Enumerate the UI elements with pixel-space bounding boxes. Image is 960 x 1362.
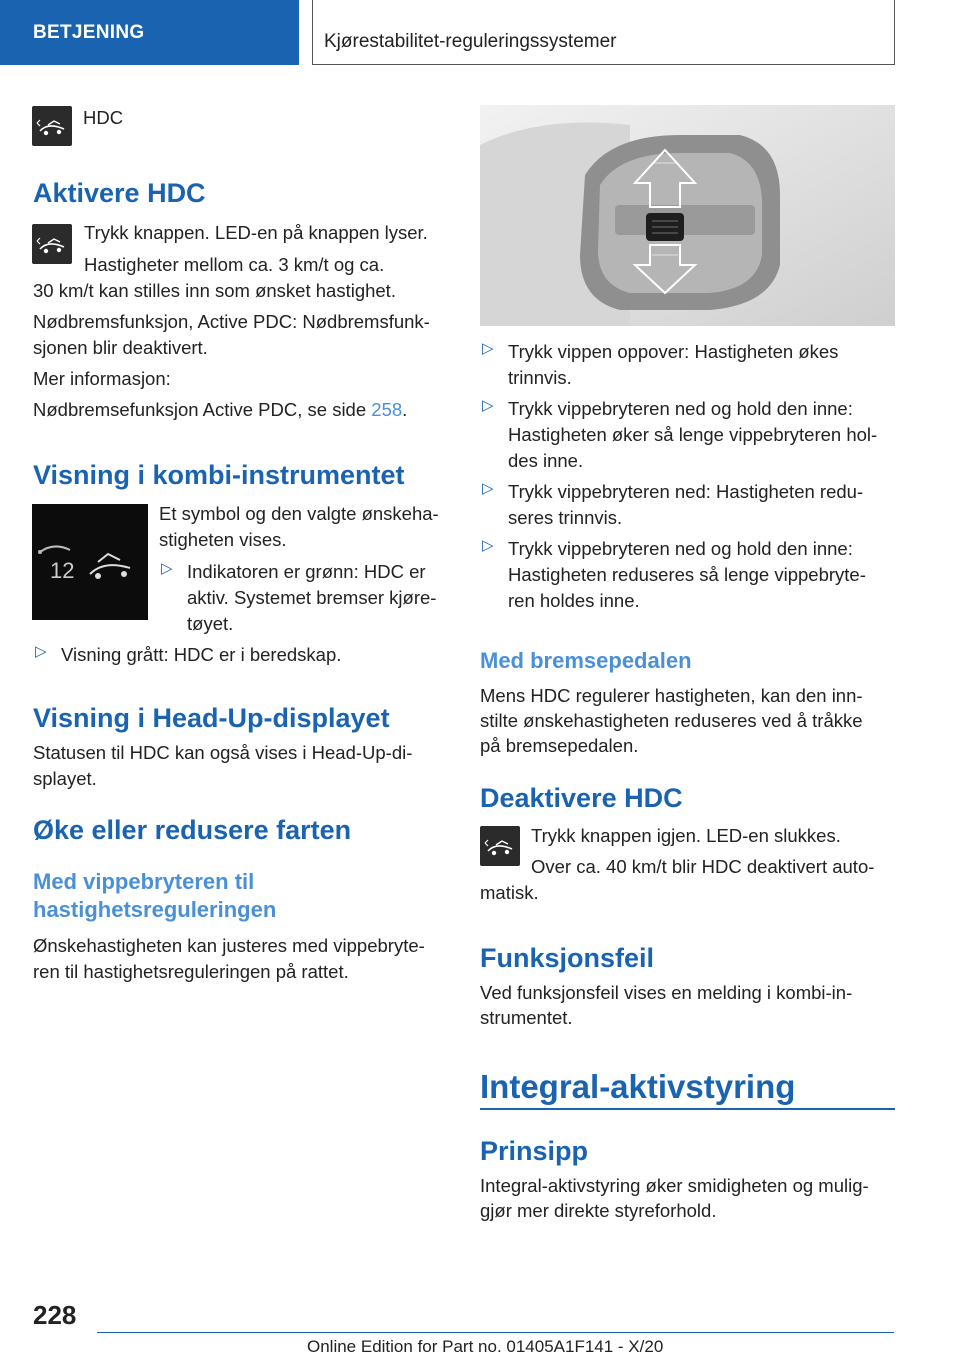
display-bullet-1: ▷ Indikatoren er grønn: HDC er aktiv. Systemet bremser kjøre- tøyet. — [161, 560, 437, 634]
deactivate-text-3: matisk. — [480, 882, 539, 903]
display-text-2: stigheten vises. — [159, 529, 287, 550]
section-tab: BETJENING — [0, 0, 299, 65]
fault-text-1: Ved funksjonsfeil vises en melding i kombi-in- — [480, 982, 853, 1003]
deactivate-heading: Deaktivere HDC — [480, 783, 683, 813]
pedal-text-2: stilte ønskehastigheten reduseres ved å tråkke — [480, 710, 863, 731]
integral-heading: Integral-aktivstyring — [480, 1068, 796, 1105]
rocker-text-2: ren til hastighetsreguleringen på rattet. — [33, 961, 349, 982]
display-bullet-2: ▷ Visning grått: HDC er i beredskap. — [35, 643, 342, 665]
hud-heading: Visning i Head-Up-displayet — [33, 703, 390, 733]
bullet-arrow-icon: ▷ — [482, 340, 494, 357]
fault-text-2: strumentet. — [480, 1007, 573, 1028]
rocker-bullet-2: ▷ Trykk vippebryteren ned og hold den inne: Hastigheten øker så lenge vippebryteren hol- des inne. — [482, 397, 878, 471]
edition-text: Online Edition for Part no. 01405A1F141 - X/20 — [307, 1337, 664, 1356]
chapter-title: Kjørestabilitet-reguleringssystemer — [324, 31, 617, 52]
cluster-speed-value: 12 — [50, 558, 75, 583]
reference-text: Nødbremsefunksjon Active PDC, se side 258. — [33, 399, 408, 420]
steering-wheel-rocker-image — [480, 105, 895, 326]
footer-rule — [97, 1332, 894, 1333]
activate-text-1: Trykk knappen. LED-en på knappen lyser. — [84, 222, 428, 243]
cluster-display-image — [32, 504, 148, 620]
emergency-text-1: Nødbremsfunksjon, Active PDC: Nødbremsfunk- — [33, 311, 430, 332]
activate-text-3: 30 km/t kan stilles inn som ønsket hastighet. — [33, 280, 396, 301]
rocker-bullet-3: ▷ Trykk vippebryteren ned: Hastigheten redu- seres trinnvis. — [482, 480, 864, 528]
pedal-text-3: på bremsepedalen. — [480, 735, 639, 756]
deactivate-text-2: Over ca. 40 km/t blir HDC deaktivert auto- — [531, 856, 875, 877]
section-rule — [480, 1108, 895, 1110]
principle-text-2: gjør mer direkte styreforhold. — [480, 1200, 717, 1221]
display-heading: Visning i kombi-instrumentet — [33, 460, 405, 490]
principle-heading: Prinsipp — [480, 1136, 589, 1166]
deactivate-text-1: Trykk knappen igjen. LED-en slukkes. — [531, 825, 841, 846]
hdc-label: HDC — [83, 107, 124, 128]
hud-text-1: Statusen til HDC kan også vises i Head-Up-di- — [33, 742, 413, 763]
activate-text-2: Hastigheter mellom ca. 3 km/t og ca. — [84, 254, 385, 275]
rocker-bullet-1: ▷ Trykk vippen oppover: Hastigheten økes trinnvis. — [482, 340, 839, 388]
header-divider — [312, 0, 313, 65]
fault-heading: Funksjonsfeil — [480, 943, 655, 973]
page-link[interactable]: 258 — [371, 399, 403, 420]
hdc-button-off-icon — [480, 826, 520, 866]
pedal-text-1: Mens HDC regulerer hastigheten, kan den inn- — [480, 685, 863, 706]
bullet-arrow-icon: ▷ — [482, 480, 494, 497]
bullet-arrow-icon: ▷ — [161, 560, 173, 577]
hdc-car-icon — [32, 106, 72, 146]
bullet-arrow-icon: ▷ — [482, 537, 494, 554]
bullet-arrow-icon: ▷ — [35, 643, 47, 660]
hud-text-2: splayet. — [33, 768, 97, 789]
page-number: 228 — [33, 1300, 77, 1330]
hdc-button-icon — [32, 224, 72, 264]
more-info-label: Mer informasjon: — [33, 368, 171, 389]
rocker-heading-2: hastighetsreguleringen — [33, 897, 277, 922]
bullet-arrow-icon: ▷ — [482, 397, 494, 414]
speed-heading: Øke eller redusere farten — [33, 815, 352, 845]
header-divider-right — [894, 0, 895, 65]
principle-text-1: Integral-aktivstyring øker smidigheten og mulig- — [480, 1175, 869, 1196]
emergency-text-2: sjonen blir deaktivert. — [33, 337, 208, 358]
activate-heading: Aktivere HDC — [33, 178, 206, 208]
rocker-heading-1: Med vippebryteren til — [33, 869, 255, 894]
display-text-1: Et symbol og den valgte ønskeha- — [159, 503, 439, 524]
rocker-text-1: Ønskehastigheten kan justeres med vippebryte- — [33, 935, 425, 956]
pedal-heading: Med bremsepedalen — [480, 648, 692, 673]
rocker-bullet-4: ▷ Trykk vippebryteren ned og hold den inne: Hastigheten reduseres så lenge vippebryte- ren holdes inne. — [482, 537, 866, 611]
